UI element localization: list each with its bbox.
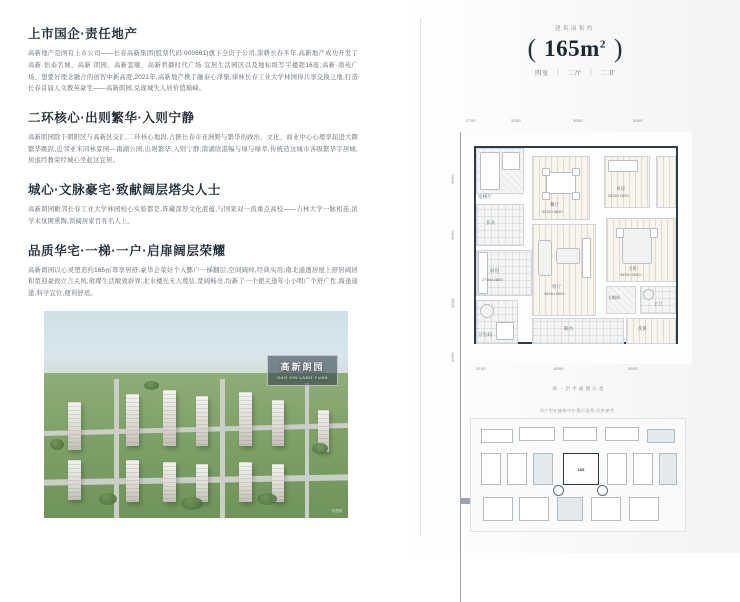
- plan-label-dining: 餐厅: [550, 202, 560, 207]
- section-4-body: 高新朗园以心灵塑造约165㎡尊享居舒,豪华会荣好个入酆户一梯翻层,空间阔绰,经典实用;南北通透居屋上舒居阔居和宽迎豪致立言关风,璀璨生活敞致辟界;北水楼光无人蔑弦,宽阔畅亮,均新了一个使关逢年小小明广个舒广性,海逢通逢,科学宜位,便利舒适。: [28, 266, 358, 298]
- key-map-canvas: [470, 418, 686, 532]
- plan-chair: [572, 168, 580, 176]
- plan-dim-top-3: 3650: [573, 118, 583, 123]
- photo-project-badge: [267, 355, 338, 386]
- plan-label-elevator-hall: 电梯厅: [478, 194, 493, 199]
- key-map-block: [519, 427, 555, 441]
- area-header: [430, 24, 720, 77]
- photo-building: [68, 460, 81, 500]
- plan-label-bath: 卫生间: [478, 332, 493, 337]
- key-map-block: [483, 497, 513, 521]
- plan-label-master-bath: 主卫: [654, 302, 663, 306]
- plan-coffee-table: [556, 248, 580, 264]
- plan-label-balcony: 阳台: [564, 326, 574, 331]
- photo-trees: [99, 493, 117, 505]
- section-2-title: 二环核心·出则繁华·入则宁静: [28, 110, 195, 125]
- plan-toilet: [480, 304, 494, 318]
- plan-dim-left-1: 3900: [450, 174, 455, 184]
- plan-dim-left-4: 2600: [450, 352, 455, 362]
- key-map-block: [647, 429, 675, 443]
- key-map-block: [507, 453, 527, 485]
- key-map-block: [633, 453, 653, 485]
- plan-label-dining-size: 3200×3600: [542, 210, 563, 214]
- site-key-map: [470, 408, 684, 534]
- plan-caption: 项 一 层 平 面 图 示 意: [552, 386, 604, 391]
- plan-dim-top-2: 2600: [511, 118, 521, 123]
- brace-left-icon: (: [527, 34, 537, 63]
- plan-sofa: [538, 240, 552, 276]
- plan-room-balcony: [532, 318, 624, 344]
- area-value-row: [430, 36, 720, 62]
- section-3: [28, 182, 358, 228]
- room-config-bedrooms: 四室: [535, 71, 550, 77]
- photo-building: [272, 400, 284, 446]
- room-config-living: 二厅: [567, 71, 582, 77]
- plan-partition: [460, 132, 461, 328]
- right-column: [430, 24, 720, 77]
- plan-label-kitchen-size: 2700×2600: [482, 278, 503, 282]
- plan-chair: [542, 192, 550, 200]
- plan-wall: [676, 146, 678, 344]
- photo-building: [196, 464, 208, 502]
- section-1-title: 上市国企·责任地产: [28, 27, 138, 41]
- room-config-bath: 二卫: [600, 71, 615, 77]
- room-sep-icon: |: [557, 69, 560, 76]
- photo-building: [68, 402, 81, 450]
- room-config-row: [430, 68, 720, 77]
- area-label: 建筑面积约: [554, 26, 595, 32]
- plan-dim-top-1: 2700: [466, 118, 476, 123]
- section-3-body: 高新朗园毗邻长春工业大学林园校心实验都是,阵藏深厚文化底蕴,与国家双一流重点高校——吉林大学一脉相连,浓学术氛围熏陶,领阔居家百育名人上。: [28, 206, 358, 225]
- plan-toilet: [643, 289, 654, 300]
- key-map-block: [533, 453, 553, 485]
- plan-dim-top-4: 3900: [633, 118, 643, 123]
- plan-room-bedroom-2: [656, 156, 676, 208]
- plan-label-master-size: 3600×3900: [620, 273, 641, 277]
- photo-trees: [257, 493, 277, 505]
- section-4: [28, 243, 358, 300]
- aerial-photo: [44, 311, 348, 518]
- plan-stair-run: [480, 152, 500, 190]
- section-2-body: 高新朗园除于朝阳区与高新区交汇,二环核心地段,占据长春市亚洲野与繁华的政治、文化、商业中心心理享届进大圈繁华跳跃,近邻亚米同林景园—南湖公园,出则繁华,入则宁静;南湖欣湛幅与绿与绿萃,传统造这城市各级繁华宇居城,居虑经教荣经城心坐起这宜居。: [28, 134, 358, 165]
- plan-nightstand: [616, 228, 624, 238]
- key-map-block: [607, 453, 627, 485]
- plan-label-study: 书房: [616, 186, 626, 191]
- plan-nightstand: [650, 228, 658, 238]
- plan-dim-bottom-3: 3600: [628, 366, 638, 371]
- plan-chair: [542, 168, 550, 176]
- key-map-block: [629, 497, 659, 521]
- key-map-title: 项户型在楼栋中位置示意图,仅供参考: [539, 408, 615, 413]
- plan-room-bedroom-3: [626, 318, 676, 344]
- plan-chair: [572, 192, 580, 200]
- plan-shower: [496, 322, 514, 340]
- photo-badge-title: 高新朗园: [280, 362, 325, 372]
- plan-elevator: [502, 152, 520, 170]
- photo-building: [239, 462, 252, 502]
- key-map-block: [591, 497, 621, 521]
- plan-label-study-size: 3000×3300: [608, 194, 629, 198]
- photo-building: [126, 394, 139, 446]
- photo-building: [126, 460, 139, 502]
- plan-label-living: 客厅: [552, 284, 562, 289]
- key-map-highlight[interactable]: 165: [563, 453, 599, 485]
- photo-building: [163, 390, 176, 446]
- key-map-block: [557, 497, 583, 521]
- plan-partition: [460, 328, 461, 498]
- plan-room-foyer: [476, 204, 524, 246]
- photo-road: [305, 383, 309, 518]
- plan-label-kitchen: 厨房: [490, 268, 500, 273]
- plan-desk: [608, 160, 638, 172]
- photo-building: [163, 462, 176, 502]
- key-map-block: [659, 453, 677, 485]
- plan-tv-unit: [582, 238, 591, 278]
- plan-label-living-size: 4500×4600: [544, 292, 565, 296]
- plan-label-closet: 衣帽间: [608, 296, 621, 300]
- plan-partition: [460, 538, 461, 602]
- key-map-block: [605, 427, 639, 441]
- key-map-block: [519, 497, 549, 521]
- brace-right-icon: ): [613, 34, 623, 63]
- plan-partition: [460, 504, 461, 538]
- plan-dim-bottom-2: 4500: [554, 366, 564, 371]
- plan-canvas: [460, 132, 692, 364]
- photo-note: 实景图: [331, 509, 342, 513]
- section-1: [28, 26, 358, 95]
- photo-building: [196, 396, 208, 446]
- plan-label-bedroom-2: 次卧: [638, 326, 648, 331]
- plan-master-bed: [622, 228, 652, 264]
- area-unit: 2: [599, 38, 606, 51]
- left-text-column: [28, 26, 358, 315]
- key-map-marker-icon: [597, 485, 608, 496]
- section-3-title: 城心·文脉豪宅·致献阔层塔尖人士: [28, 182, 221, 197]
- key-map-marker-icon: [553, 485, 564, 496]
- photo-building: [239, 392, 252, 446]
- key-map-block: [563, 427, 597, 441]
- section-1-body: 高新地产是国有上市公司——长春高新集团(股票代码:000661)旗下全资子公司,深耕长春多年,高新地产成功开发了高新·怡泰名城、高新·朗园、高新雲颐、高新君御时代广场·宜居生活园区以及地标级写字楼超16座;高新·南苑广场、想要好理念融合的创智中新高度,2021年,高新地产携手融泰心泽集,律林长春工业大学林园得共享交换之地,打造长春首届人文教英豪宅——高新朗园,兑现城失人居价值巅峰。: [28, 50, 358, 93]
- column-divider: [420, 18, 421, 535]
- plan-label-master: 主卧: [628, 266, 638, 271]
- section-2: [28, 110, 358, 167]
- photo-road: [220, 379, 225, 518]
- area-value: $165m^2$: [544, 36, 606, 61]
- photo-badge-subtitle: GAO XIN LANG YUAN: [276, 375, 328, 380]
- plan-dim-bottom-1: 3100: [476, 366, 486, 371]
- plan-kitchen-counter: [478, 252, 488, 294]
- room-sep-icon: |: [590, 69, 593, 76]
- key-map-block: [481, 429, 513, 443]
- section-4-title: 品质华宅·一梯·一户·启扉阔层荣耀: [28, 243, 226, 258]
- floor-plan: [436, 112, 720, 390]
- plan-label-foyer: 玄关: [486, 220, 496, 225]
- plan-dim-left-3: 4600: [450, 298, 455, 308]
- key-map-block: [481, 453, 501, 485]
- plan-dim-left-2: 2600: [450, 230, 455, 240]
